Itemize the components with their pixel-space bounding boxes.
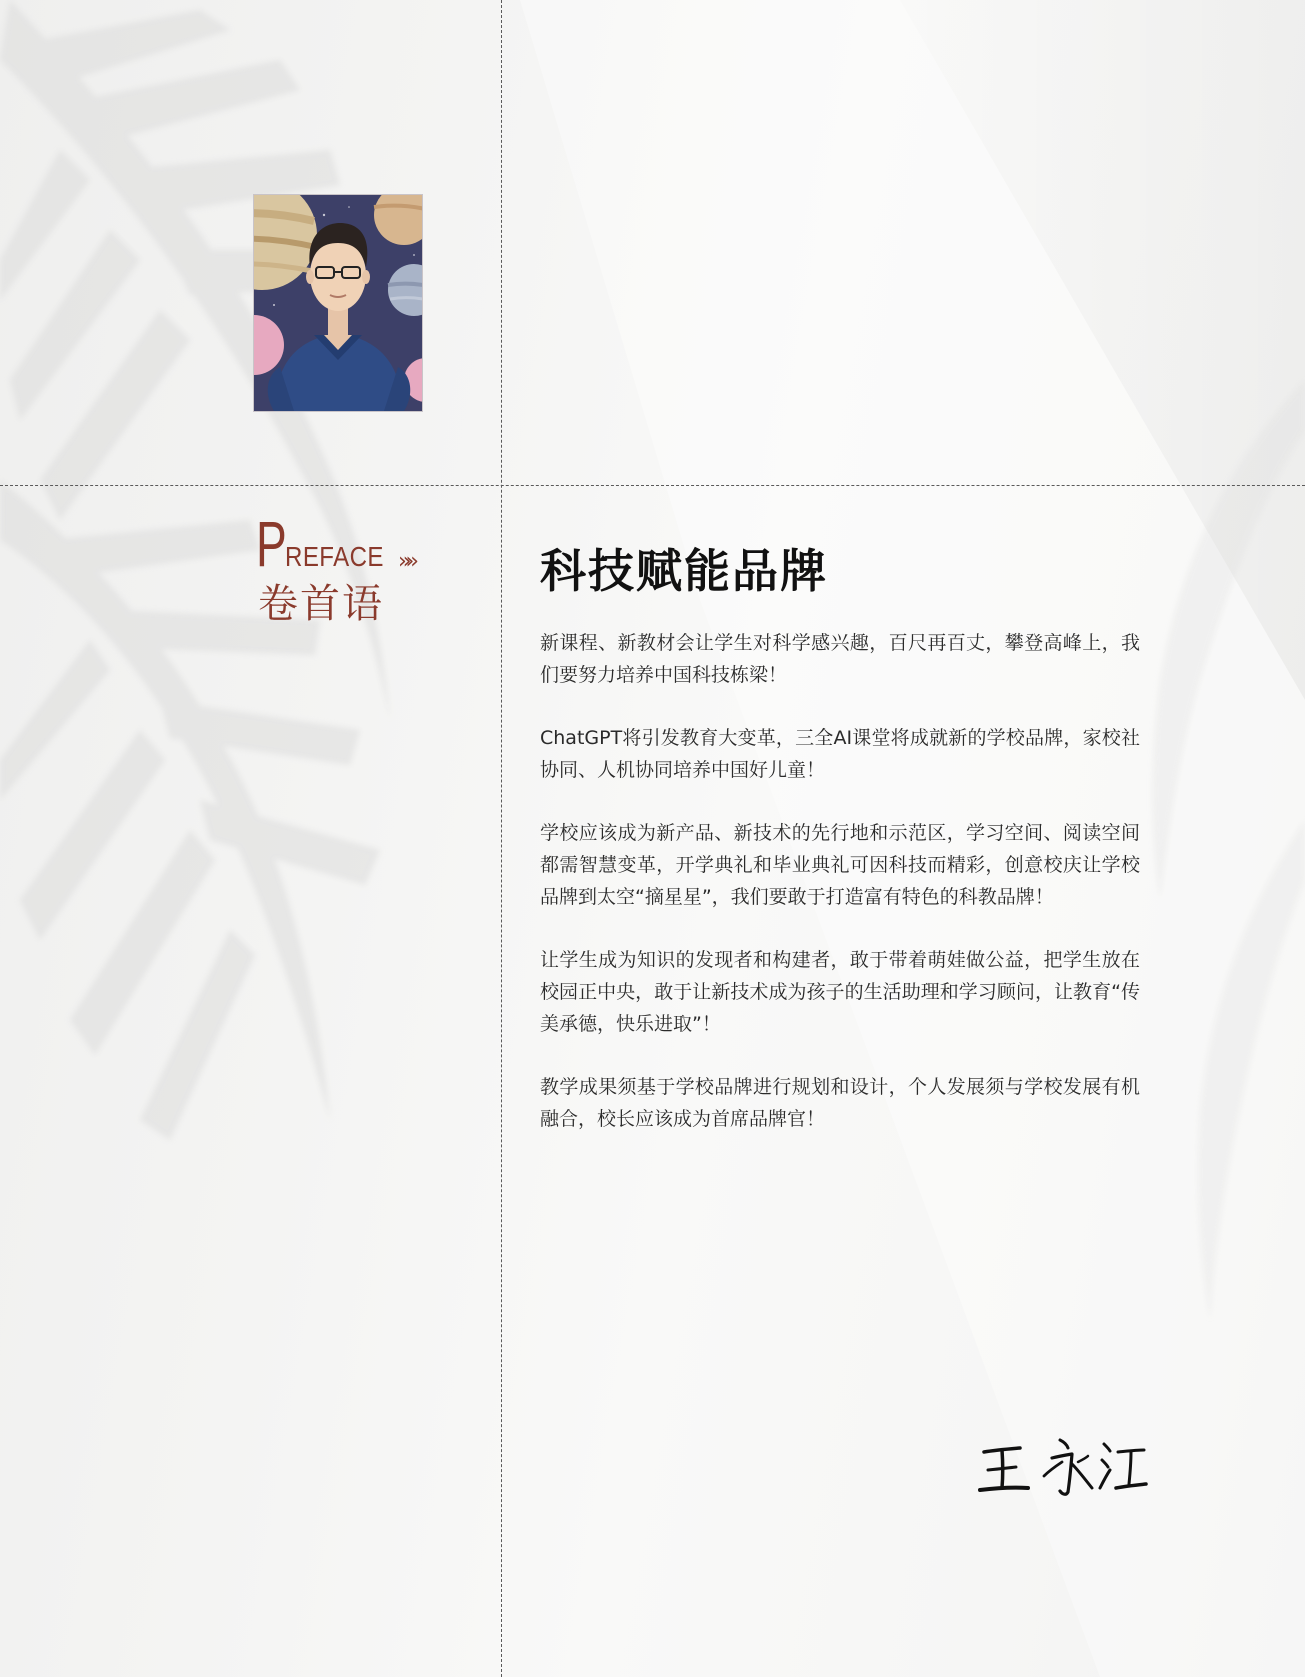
author-portrait-illustration bbox=[253, 194, 423, 412]
article-body bbox=[540, 627, 1140, 1166]
vertical-dashed-divider bbox=[501, 0, 502, 1677]
preface-heading bbox=[256, 508, 400, 580]
article-paragraph: 学校应该成为新产品、新技术的先行地和示范区，学习空间、阅读空间都需智慧变革，开学典礼和毕业典礼可因科技而精彩，创意校庆让学校品牌到太空“摘星星”，我们要敢于打造富有特色的科教品牌！ bbox=[540, 822, 1140, 908]
preface-chinese-label: 卷首语 bbox=[258, 581, 384, 627]
horizontal-dashed-divider bbox=[0, 485, 1305, 486]
article-paragraph: 新课程、新教材会让学生对科学感兴趣，百尺再百丈，攀登高峰上，我们要努力培养中国科技栋梁！ bbox=[540, 632, 1140, 686]
author-signature bbox=[978, 1430, 1148, 1510]
article-paragraph: 让学生成为知识的发现者和构建者，敢于带着萌娃做公益，把学生放在校园正中央，敢于让新技术成为孩子的生活助理和学习顾问，让教育“传美承德，快乐进取”！ bbox=[540, 949, 1140, 1035]
article-paragraph: ChatGPT将引发教育大变革，三全AI课堂将成就新的学校品牌，家校社协同、人机协同培养中国好儿童！ bbox=[540, 727, 1140, 781]
preface-initial: P bbox=[256, 508, 287, 580]
article-paragraph: 教学成果须基于学校品牌进行规划和设计，个人发展须与学校发展有机融合，校长应该成为首席品牌官！ bbox=[540, 1076, 1140, 1130]
article-title: 科技赋能品牌 bbox=[540, 544, 828, 598]
chevron-right-icon: »» bbox=[398, 549, 413, 574]
preface-label: REFACE bbox=[284, 541, 384, 572]
